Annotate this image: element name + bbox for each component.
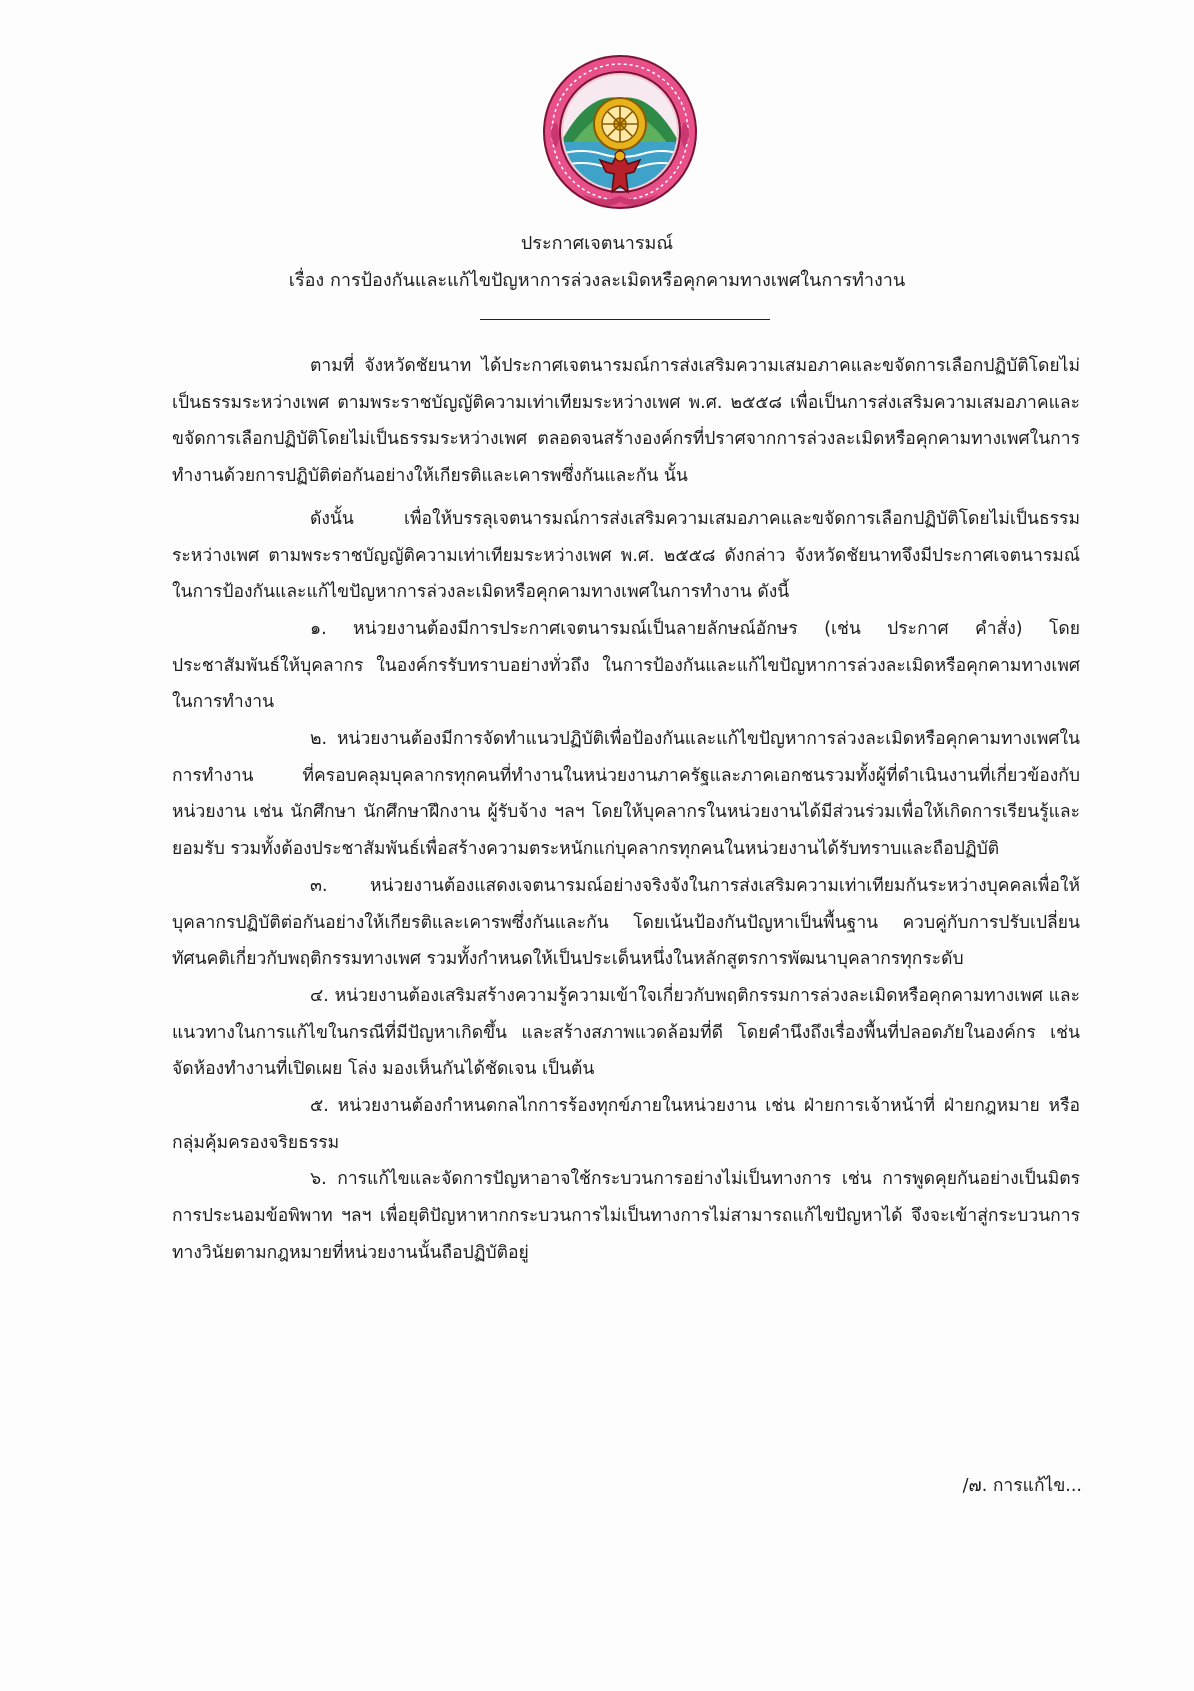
clause-6: ๖. การแก้ไขและจัดการปัญหาอาจใช้กระบวนการอย่างไม่เป็นทางการ เช่น การพูดคุยกันอย่างเป็นมิตร การประนอมข้อพิพาท ฯลฯ เพื่อยุติปัญหาหากกระบวนการไม่เป็นทางการไม่สามารถแก้ไขปัญหาได้ จึงจะเข้าสู่กระบวนการทางวินัยตามกฎหมายที่หน่วยงานนั้นถือปฏิบัติอยู่ bbox=[172, 1169, 1080, 1263]
provincial-seal-emblem bbox=[542, 52, 698, 214]
clause-5: ๕. หน่วยงานต้องกำหนดกลไกการร้องทุกข์ภายในหน่วยงาน เช่น ฝ่ายการเจ้าหน้าที่ ฝ่ายกฎหมาย หรือกลุ่มคุ้มครองจริยธรรม bbox=[172, 1096, 1080, 1153]
clause-4: ๔. หน่วยงานต้องเสริมสร้างความรู้ความเข้าใจเกี่ยวกับพฤติกรรมการล่วงละเมิดหรือคุกคามทางเพศ และแนวทางในการแก้ไขในกรณีที่มีปัญหาเกิดขึ้น และสร้างสภาพแวดล้อมที่ดี โดยคำนึงถึงเรื่องพื้นที่ปลอดภัยในองค์กร เช่น จัดห้องทำงานที่เปิดเผย โล่ง มองเห็นกันได้ชัดเจน เป็นต้น bbox=[172, 985, 1080, 1080]
title-divider bbox=[480, 319, 770, 320]
clause-2: ๒. หน่วยงานต้องมีการจัดทำแนวปฏิบัติเพื่อป้องกันและแก้ไขปัญหาการล่วงละเมิดหรือคุกคามทางเพศในการทำงาน ที่ครอบคลุมบุคลากรทุกคนที่ทำงานในหน่วยงานภาครัฐและภาคเอกชนรวมทั้งผู้ที่ดำเนินงานที่เกี่ยวข้องกับหน่วยงาน เช่น นักศึกษา นักศึกษาฝึกงาน ผู้รับจ้าง ฯลฯ โดยให้บุคลากรในหน่วยงานได้มีส่วนร่วมเพื่อให้เกิดการเรียนรู้และยอมรับ รวมทั้งต้องประชาสัมพันธ์เพื่อสร้างความตระหนักแก่บุคลากรทุกคนในหน่วยงานได้รับทราบและถือปฏิบัติ bbox=[172, 729, 1080, 860]
therefore-paragraph: ดังนั้น เพื่อให้บรรลุเจตนารมณ์การส่งเสริมความเสมอภาคและขจัดการเลือกปฏิบัติโดยไม่เป็นธรรมระหว่างเพศ ตามพระราชบัญญัติความเท่าเทียมระหว่างเพศ พ.ศ. ๒๕๕๘ ดังกล่าว จังหวัดชัยนาทจึงมีประกาศเจตนารมณ์ในการป้องกันและแก้ไขปัญหาการล่วงละเมิดหรือคุกคามทางเพศในการทำงาน ดังนี้ bbox=[172, 508, 1080, 603]
clause-3: ๓. หน่วยงานต้องแสดงเจตนารมณ์อย่างจริงจังในการส่งเสริมความเท่าเทียมกันระหว่างบุคคลเพื่อให้บุคลากรปฏิบัติต่อกันอย่างให้เกียรติและเคารพซึ่งกันและกัน โดยเน้นป้องกันปัญหาเป็นพื้นฐาน ควบคู่กับการปรับเปลี่ยนทัศนคติเกี่ยวกับพฤติกรรมทางเพศ รวมทั้งกำหนดให้เป็นประเด็นหนึ่งในหลักสูตรการพัฒนาบุคลากรทุกระดับ bbox=[172, 875, 1080, 970]
clause-1: ๑. หน่วยงานต้องมีการประกาศเจตนารมณ์เป็นลายลักษณ์อักษร (เช่น ประกาศ คำสั่ง) โดยประชาสัมพันธ์ให้บุคลากร ในองค์กรรับทราบอย่างทั่วถึง ในการป้องกันและแก้ไขปัญหาการล่วงละเมิดหรือคุกคามทางเพศในการทำงาน bbox=[172, 618, 1080, 713]
announcement-title: ประกาศเจตนารมณ์ bbox=[520, 233, 674, 254]
seal-graphic bbox=[542, 52, 698, 214]
dharma-wheel-icon bbox=[594, 98, 646, 150]
intro-paragraph: ตามที่ จังหวัดชัยนาท ได้ประกาศเจตนารมณ์การส่งเสริมความเสมอภาคและขจัดการเลือกปฏิบัติโดยไม่เป็นธรรมระหว่างเพศ ตามพระราชบัญญัติความเท่าเทียมระหว่างเพศ พ.ศ. ๒๕๕๘ เพื่อเป็นการส่งเสริมความเสมอภาคและขจัดการเลือกปฏิบัติโดยไม่เป็นธรรมระหว่างเพศ ตลอดจนสร้างองค์กรที่ปราศจากการล่วงละเมิดหรือคุกคามทางเพศในการทำงานด้วยการปฏิบัติต่อกันอย่างให้เกียรติและเคารพซึ่งกันและกัน นั้น bbox=[172, 356, 1080, 487]
announcement-body bbox=[172, 348, 1080, 1272]
announcement-subject: เรื่อง การป้องกันและแก้ไขปัญหาการล่วงละเมิดหรือคุกคามทางเพศในการทำงาน bbox=[288, 270, 906, 291]
continuation-note: /๗. การแก้ไข... bbox=[962, 1476, 1082, 1496]
